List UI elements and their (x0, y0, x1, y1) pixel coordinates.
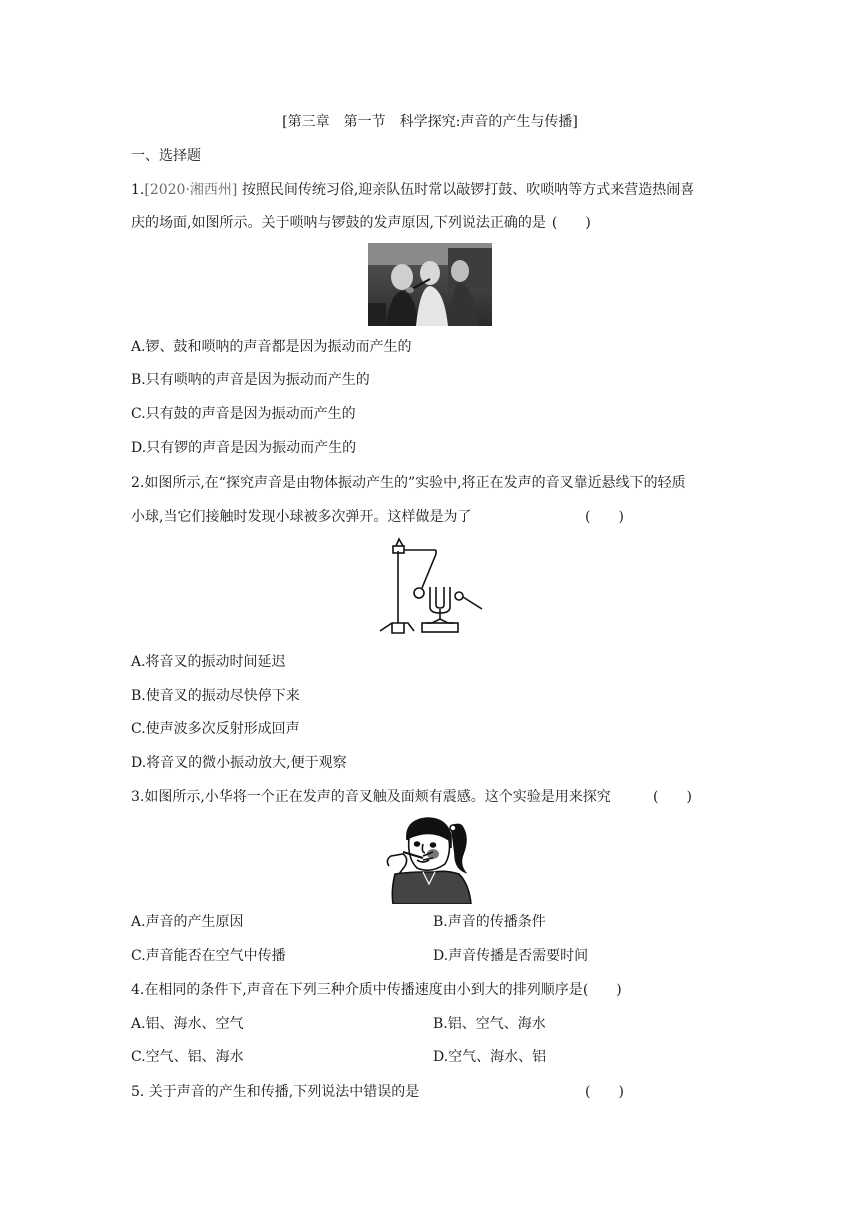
question-2-stem-line1: 2.如图所示,在“探究声音是由物体振动产生的”实验中,将正在发声的音叉靠近悬线下的轻质 (131, 475, 686, 491)
answer-paren: ( ) (653, 789, 692, 805)
question-2-option-b: B.使音叉的振动尽快停下来 (131, 688, 300, 704)
answer-paren: ( ) (551, 215, 591, 231)
question-3-option-d: D.声音传播是否需要时间 (433, 948, 589, 964)
question-2-option-c: C.使声波多次反射形成回声 (131, 721, 300, 737)
question-1-source: [2020·湘西州] (144, 182, 238, 198)
question-4-stem-line1: 4.在相同的条件下,声音在下列三种介质中传播速度由小到大的排列顺序是( ) (131, 982, 622, 998)
question-1-number: 1. (131, 182, 145, 198)
question-2-option-d: D.将音叉的微小振动放大,便于观察 (131, 755, 347, 771)
question-1-option-d: D.只有锣的声音是因为振动而产生的 (131, 440, 357, 456)
question-2-stem-line2: 小球,当它们接触时发现小球被多次弹开。这样做是为了 (131, 509, 472, 525)
question-1-option-c: C.只有鼓的声音是因为振动而产生的 (131, 406, 356, 422)
question-2-option-a: A.将音叉的振动时间延迟 (131, 654, 286, 670)
question-3-option-a: A.声音的产生原因 (131, 914, 244, 930)
question-3-option-b: B.声音的传播条件 (433, 914, 546, 930)
answer-paren: ( ) (585, 509, 624, 525)
question-3-option-c: C.声音能否在空气中传播 (131, 948, 286, 964)
answer-paren: ( ) (585, 1084, 624, 1100)
girl-tuning-fork-illustration (383, 814, 475, 904)
wedding-procession-photo (368, 243, 492, 326)
question-4-option-b: B.铝、空气、海水 (433, 1016, 546, 1032)
question-4-option-a: A.铝、海水、空气 (131, 1016, 244, 1032)
question-1-stem-line2: 庆的场面,如图所示。关于唢呐与锣鼓的发声原因,下列说法正确的是 ( ) (131, 215, 591, 231)
answer-paren: ( ) (582, 982, 622, 998)
question-1-option-a: A.锣、鼓和唢呐的声音都是因为振动而产生的 (131, 339, 412, 355)
question-1-stem-line1 (131, 180, 694, 200)
section-heading: 一、选择题 (131, 148, 201, 164)
page-title: [第三章 第一节 科学探究:声音的产生与传播] (282, 114, 578, 130)
tuning-fork-ball-diagram (374, 535, 488, 639)
question-1-stem-text: 按照民间传统习俗,迎亲队伍时常以敲锣打鼓、吹唢呐等方式来营造热闹喜 (237, 182, 695, 198)
question-3-stem-line1: 3.如图所示,小华将一个正在发声的音叉触及面颊有震感。这个实验是用来探究 (131, 789, 611, 805)
question-4-option-c: C.空气、铝、海水 (131, 1049, 244, 1065)
question-4-option-d: D.空气、海水、铝 (433, 1049, 547, 1065)
question-5-stem-line1: 5. 关于声音的产生和传播,下列说法中错误的是 (131, 1084, 420, 1100)
question-1-option-b: B.只有唢呐的声音是因为振动而产生的 (131, 372, 370, 388)
